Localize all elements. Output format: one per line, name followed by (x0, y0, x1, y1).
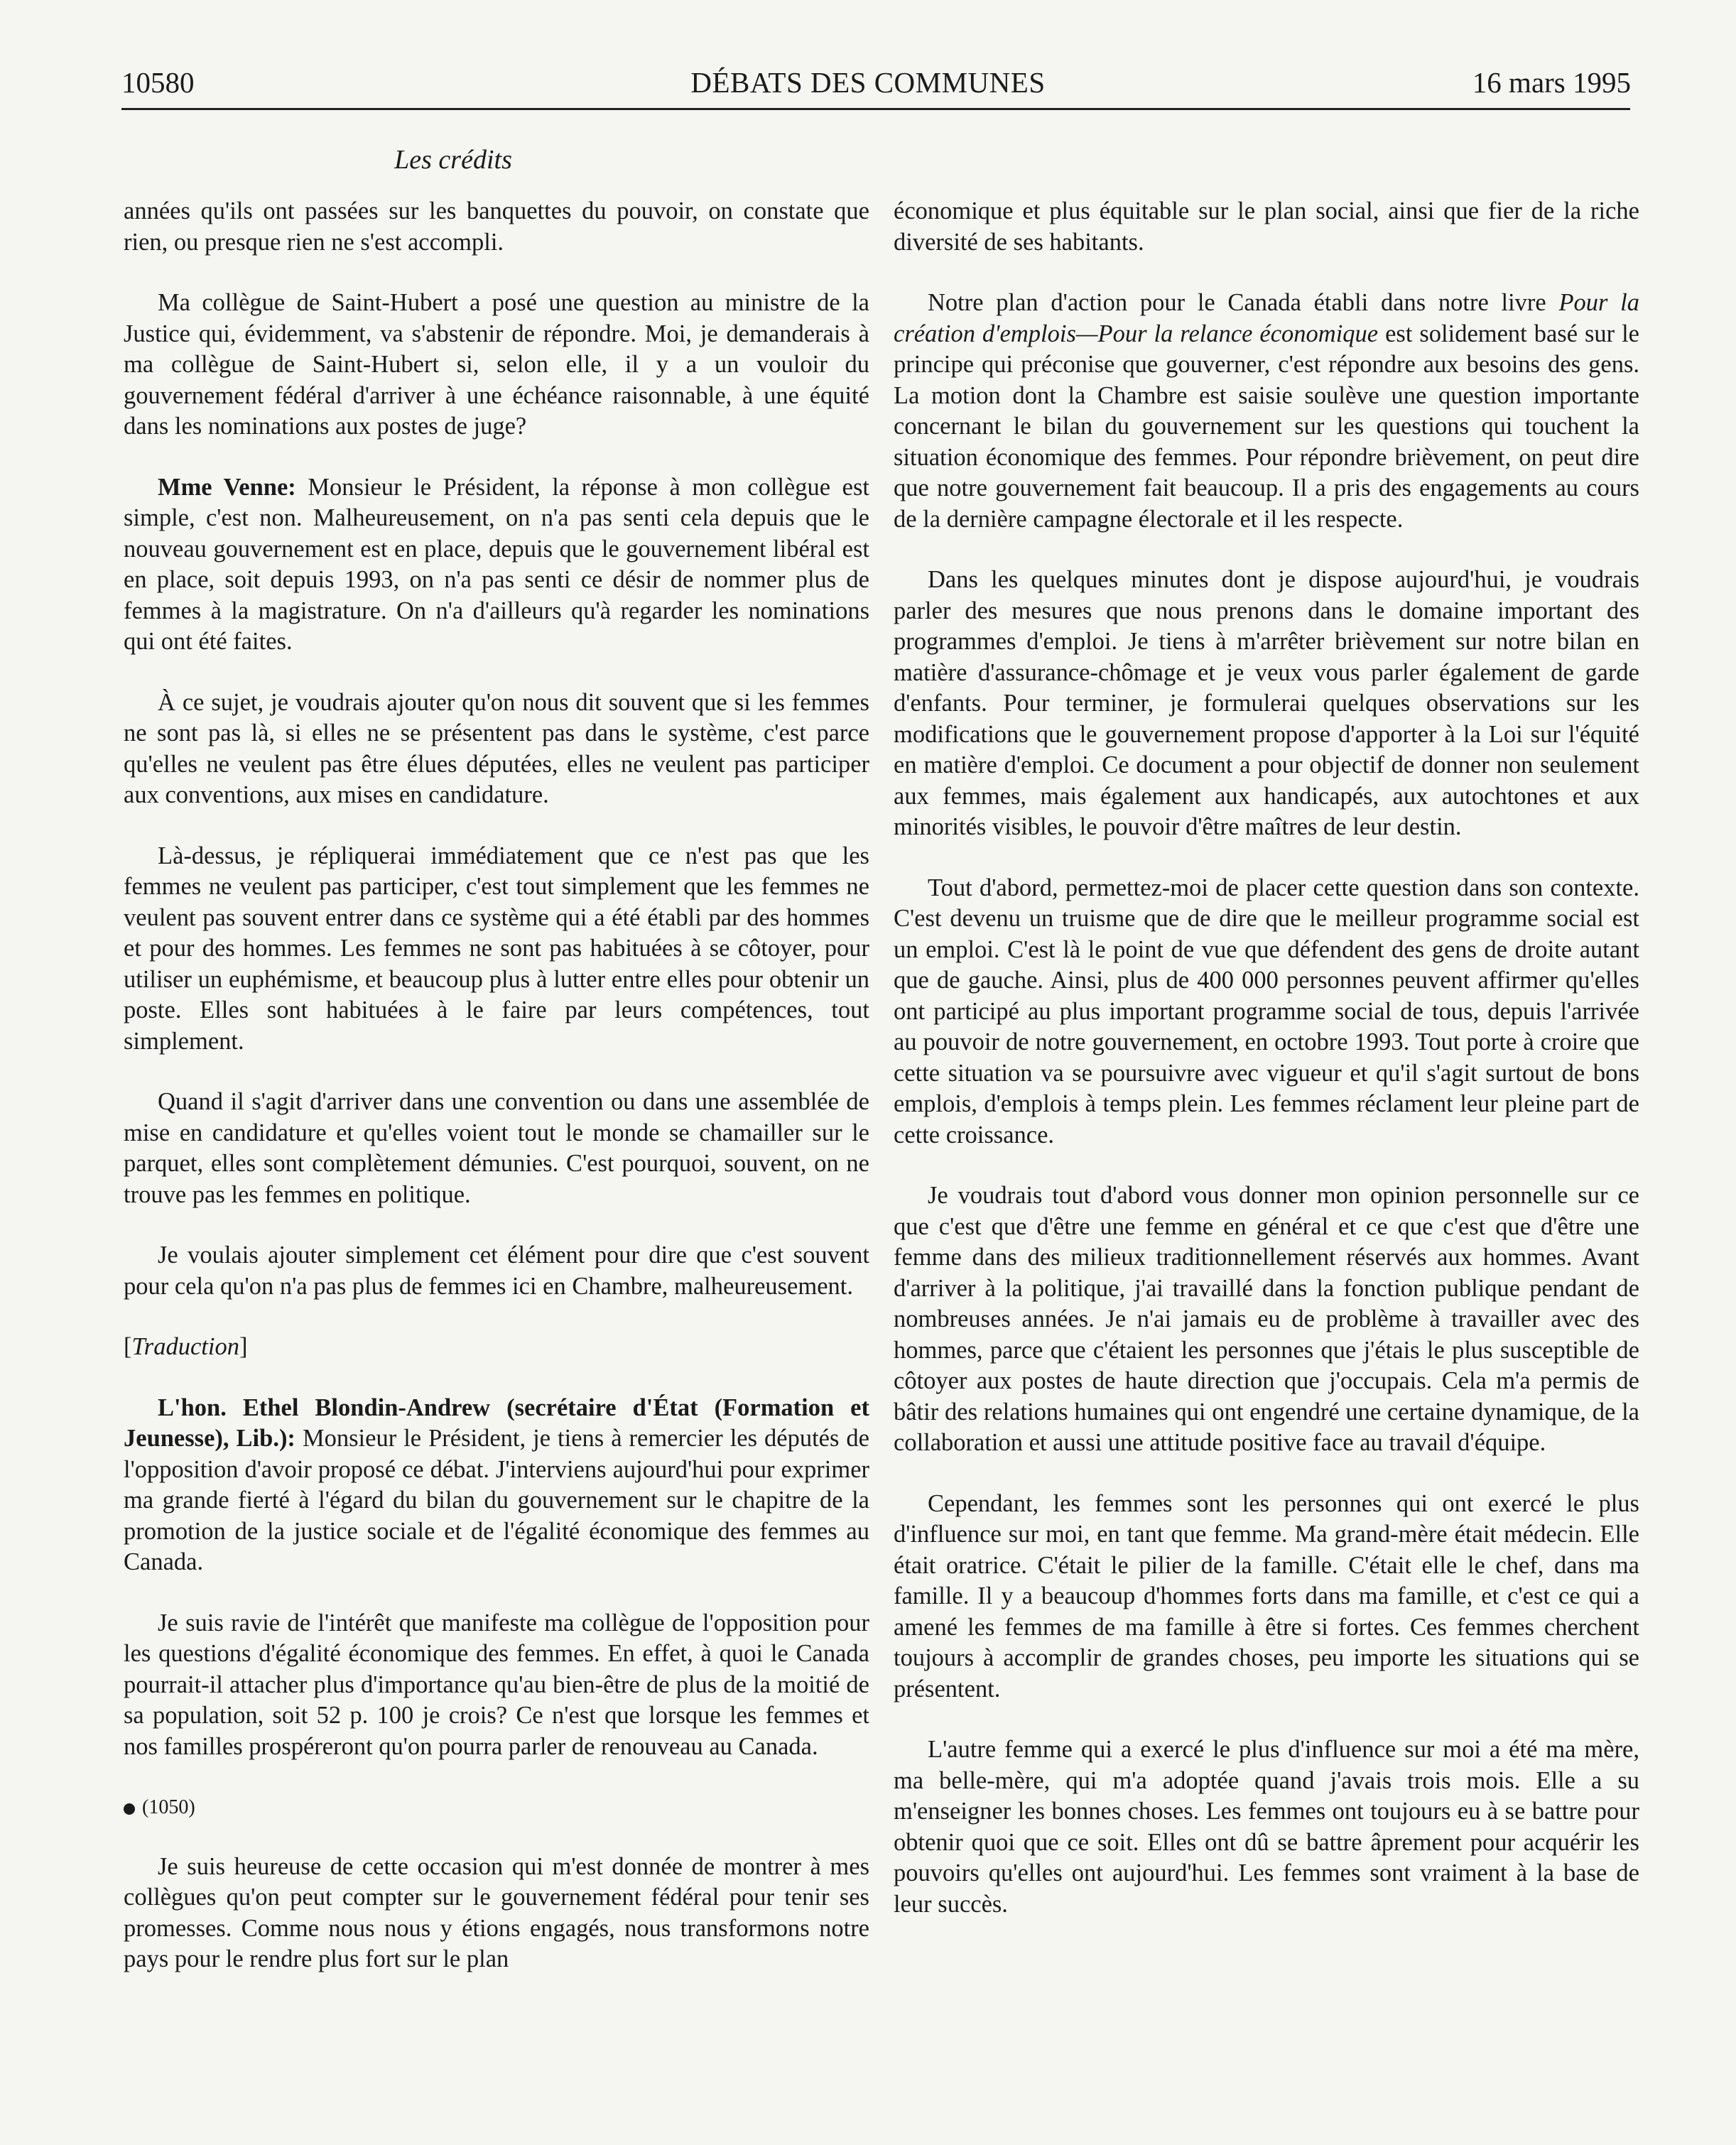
paragraph: L'autre femme qui a exercé le plus d'influence sur moi a été ma mère, ma belle-mère, qui m'a adoptée quand j'avais trois mois. Elle a su m'enseigner les bonnes choses. Les femmes ont toujours eu à se battre pour obtenir quoi que ce soit. Elles ont dû se battre âprement pour acquérir les pouvoirs qu'elles ont aujourd'hui. Les femmes sont vraiment à la base de leur succès. (894, 1736, 1639, 1918)
paragraph: années qu'ils ont passées sur les banquettes du pouvoir, on constate que rien, ou presque rien ne s'est accompli. (124, 197, 869, 256)
text-segment: est solidement basé sur le principe qui préconise que gouverner, c'est répondre aux besoins des gens. La motion dont la Chambre est saisie soulève une question importante concernant le bilan du gouvernement sur les questions qui touchent la situation économique des femmes. Pour répondre brièvement, on peut dire que notre gouvernement fait beaucoup. Il a pris des engagements au cours de la dernière campagne électorale et il les respecte. (894, 320, 1639, 533)
paragraph: Je suis heureuse de cette occasion qui m'est donnée de montrer à mes collègues qu'on peut compter sur le gouvernement fédéral pour tenir ses promesses. Comme nous nous y étions engagés, nous transformons notre pays pour le rendre plus fort sur le plan (124, 1852, 869, 1972)
right-column (894, 196, 1639, 1950)
translation-label: [Traduction] (124, 1333, 248, 1360)
bullet-icon (124, 1803, 135, 1815)
section-title: Les crédits (394, 145, 512, 175)
page-date: 16 mars 1995 (1472, 66, 1631, 99)
paragraph: Ma collègue de Saint-Hubert a posé une question au ministre de la Justice qui, évidemment, va s'abstenir de répondre. Moi, je demanderais à ma collègue de Saint-Hubert si, selon elle, il y a un vouloir du gouvernement fédéral d'arriver à une échéance raisonnable, à une équité dans les nominations aux postes de juge? (124, 289, 869, 440)
paragraph: Là-dessus, je répliquerai immédiatement que ce n'est pas que les femmes ne veulent pas participer, c'est tout simplement que les femmes ne veulent pas souvent entrer dans ce système qui a été établi par des hommes et pour des hommes. Les femmes ne sont pas habituées à se côtoyer, pour utiliser un euphémisme, et beaucoup plus à lutter entre elles pour obtenir un poste. Elles sont habituées à le faire par leurs compétences, tout simplement. (124, 842, 869, 1055)
paragraph: économique et plus équitable sur le plan social, ainsi que fier de la riche diversité de ses habitants. (894, 197, 1639, 256)
speaker-name: Mme Venne: (158, 473, 296, 501)
paragraph: Cependant, les femmes sont les personnes qui ont exercé le plus d'influence sur moi, en tant que femme. Ma grand-mère était médecin. Elle était oratrice. C'était le pilier de la famille. C'était elle le chef, dans ma famille. Il y a beaucoup d'hommes forts dans ma famille, et c'est ce qui a amené les femmes de ma famille à être si fortes. Ces femmes cherchent toujours à accomplir de grandes choses, peu importe les situations qui se présentent. (894, 1489, 1639, 1703)
page-number: 10580 (121, 66, 195, 99)
time-marker-text: (1050) (142, 1796, 195, 1818)
paragraph: Je voulais ajouter simplement cet élément pour dire que c'est souvent pour cela qu'on n'a pas plus de femmes ici en Chambre, malheureusement. (124, 1242, 869, 1300)
text-segment: Notre plan d'action pour le Canada établi dans notre livre (928, 289, 1559, 316)
paragraph: Tout d'abord, permettez-moi de placer cette question dans son contexte. C'est devenu un truisme que de dire que le meilleur programme social est un emploi. C'est là le point de vue que défendent des gens de droite autant que de gauche. Ainsi, plus de 400 000 personnes peuvent affirmer qu'elles ont participé au plus important programme social de tous, depuis l'arrivée au pouvoir de notre gouvernement, en octobre 1993. Tout porte à croire que cette situation va se poursuivre avec vigueur et qu'il s'agit surtout de bons emplois, d'emplois à temps plein. Les femmes réclament leur pleine part de cette croissance. (894, 874, 1639, 1148)
speech-text: Monsieur le Président, je tiens à remercier les députés de l'opposition d'avoir proposé ce débat. J'interviens aujourd'hui pour exprimer ma grande fierté à l'égard du bilan du gouvernement sur le chapitre de la promotion de la justice sociale et de l'égalité économique des femmes au Canada. (124, 1425, 869, 1575)
left-column (124, 196, 869, 2005)
paragraph: À ce sujet, je voudrais ajouter qu'on nous dit souvent que si les femmes ne sont pas là, si elles ne se présentent pas dans le système, c'est parce qu'elles ne veulent pas être élues députées, elles ne veulent pas participer aux conventions, aux mises en candidature. (124, 688, 869, 808)
speaker-name: L'hon. Ethel Blondin-Andrew (secrétaire d'État (Formation et Jeunesse), Lib.): (124, 1394, 869, 1452)
header-rule (121, 108, 1630, 110)
book-title: Pour la création d'emplois—Pour la relance économique (894, 289, 1639, 347)
paragraph: Dans les quelques minutes dont je dispose aujourd'hui, je voudrais parler des mesures que nous prenons dans le domaine important des programmes d'emploi. Je tiens à m'arrêter brièvement sur notre bilan en matière d'assurance-chômage et je veux vous parler également de garde d'enfants. Pour terminer, je formulerai quelques observations sur les modifications que le gouvernement propose d'apporter à la Loi sur l'équité en matière d'emploi. Ce document a pour objectif de donner non seulement aux femmes, mais également aux handicapés, aux autochtones et aux minorités visibles, le pouvoir d'être maîtres de leur destin. (894, 566, 1639, 840)
paragraph: Je voudrais tout d'abord vous donner mon opinion personnelle sur ce que c'est que d'être une femme en général et ce que c'est que d'être une femme dans des milieux traditionnellement réservés aux hommes. Avant d'arriver à la politique, j'ai travaillé dans la fonction publique pendant de nombreuses années. Je n'ai jamais eu de problème à travailler avec des hommes, parce que c'étaient les personnes que j'étais le plus susceptible de côtoyer aux postes de haute direction que j'occupais. Cela m'a permis de bâtir des relations humaines qui ont engendré une certaine dynamique, de la collaboration et aussi une attitude positive face au travail d'équipe. (894, 1182, 1639, 1456)
paragraph: Quand il s'agit d'arriver dans une convention ou dans une assemblée de mise en candidature et qu'elles voient tout le monde se chamailler sur le parquet, elles sont complètement démunies. C'est pourquoi, souvent, on ne trouve pas les femmes en politique. (124, 1088, 869, 1208)
paragraph (124, 472, 869, 658)
speech-text: Monsieur le Président, la réponse à mon collègue est simple, c'est non. Malheureusement, on n'a pas senti cela depuis que le nouveau gouvernement est en place, depuis que le gouvernement libéral est en place, soit depuis 1993, on n'a pas senti ce désir de nommer plus de femmes à la magistrature. On n'a d'ailleurs qu'à regarder les nominations qui ont été faites. (124, 473, 869, 655)
paragraph (124, 1393, 869, 1578)
paragraph (894, 288, 1639, 535)
publication-title: DÉBATS DES COMMUNES (690, 66, 1046, 99)
paragraph: Je suis ravie de l'intérêt que manifeste ma collègue de l'opposition pour les questions d'égalité économique des femmes. En effet, à quoi le Canada pourrait-il attacher plus d'importance qu'au bien-être de plus de la moitié de sa population, soit 52 p. 100 je crois? Ce n'est que lorsque les femmes et nos familles prospéreront qu'on pourra parler de renouveau au Canada. (124, 1609, 869, 1760)
translation-label-text: Traduction (131, 1333, 239, 1360)
time-marker (124, 1792, 869, 1823)
